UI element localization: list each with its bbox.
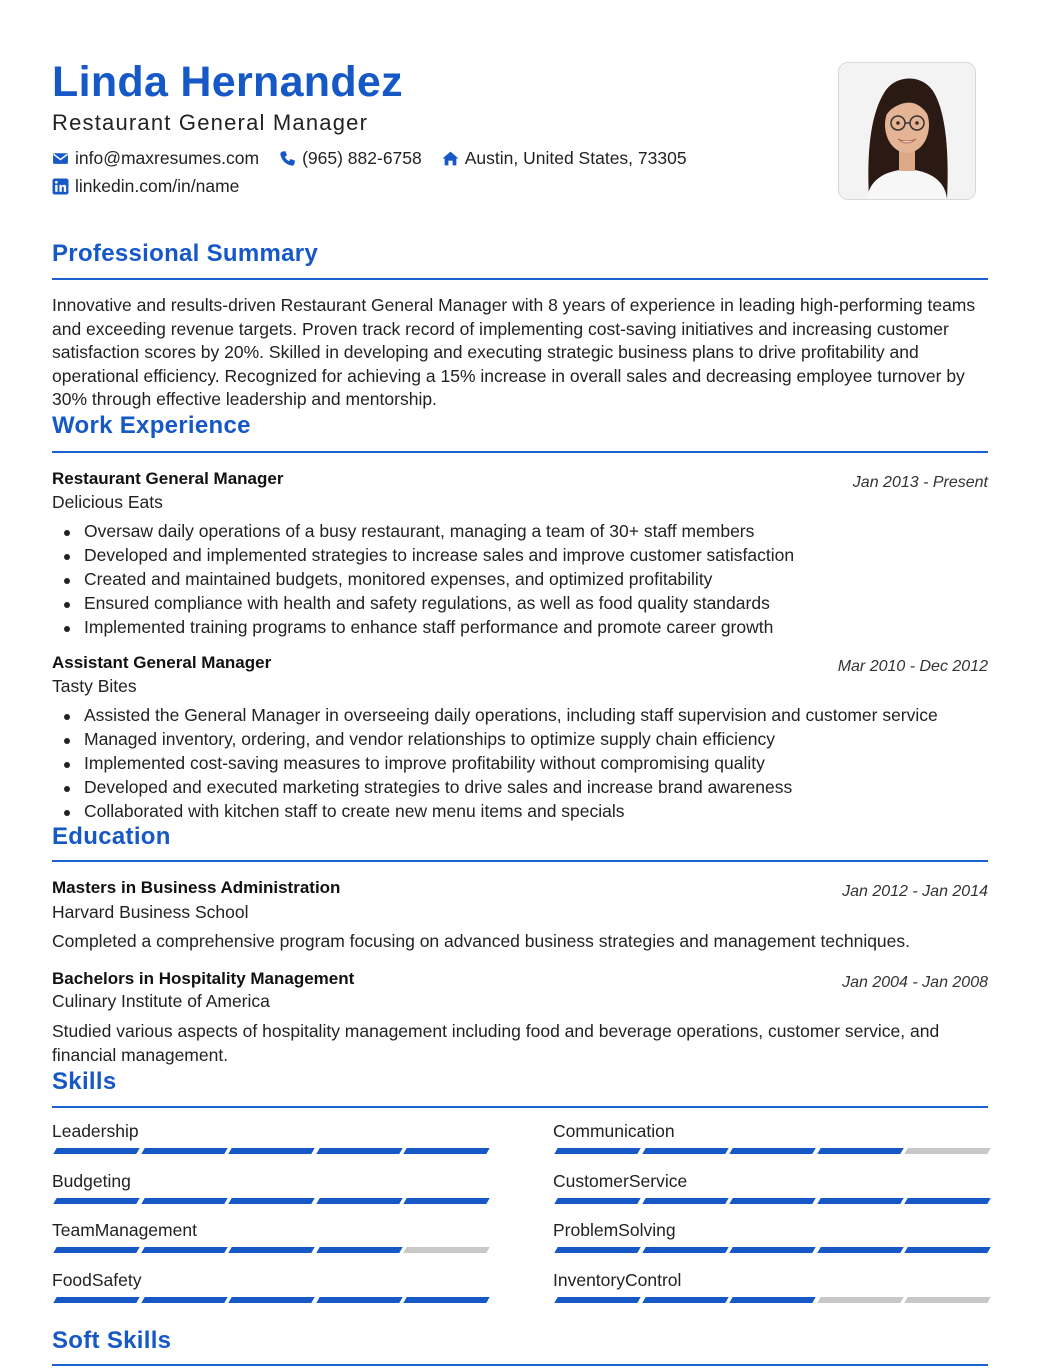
job-dates: Jan 2013 - Present (852, 474, 988, 491)
degree-dates: Jan 2012 - Jan 2014 (842, 883, 988, 900)
contact-phone[interactable] (279, 148, 422, 169)
linkedin-icon (52, 178, 69, 195)
job-bullet: Ensured compliance with health and safety regulations, as well as food quality standards (84, 592, 988, 616)
skill-label: InventoryControl (553, 1270, 682, 1290)
degree-title: Masters in Business Administration (52, 878, 341, 897)
skill-label: TeamManagement (52, 1220, 197, 1240)
job-company: Delicious Eats (52, 492, 163, 512)
contact-location (442, 148, 687, 169)
job-bullet: Managed inventory, ordering, and vendor relationships to optimize supply chain efficiency (84, 728, 988, 752)
education-heading: Education (52, 823, 171, 850)
phone-text: (965) 882-6758 (302, 148, 422, 168)
degree-description: Studied various aspects of hospitality management including food and beverage operations, customer service, and financial management. (52, 1021, 940, 1065)
skill-level-segment (228, 1148, 314, 1154)
job-bullet: Developed and executed marketing strategies to drive sales and increase brand awareness (84, 776, 988, 800)
candidate-name: Linda Hernandez (52, 58, 403, 106)
skill-level-segment (817, 1148, 903, 1154)
degree-description: Completed a comprehensive program focusing on advanced business strategies and management techniques. (52, 931, 911, 951)
skill-level-segment (554, 1297, 640, 1303)
skill-level-bar (556, 1247, 994, 1253)
contact-row-2 (52, 176, 259, 197)
soft-skills-heading: Soft Skills (52, 1327, 172, 1354)
skill-level-segment (316, 1247, 402, 1253)
contact-linkedin[interactable] (52, 176, 239, 197)
skill-level-segment (729, 1198, 815, 1204)
skill-level-segment (817, 1198, 903, 1204)
summary-text: Innovative and results-driven Restaurant General Manager with 8 years of experience in leading high-performing teams and exceeding revenue targets. Proven track record of implementing cost-saving initiatives and increasing customer satisfaction scores by 20%. Skilled in developing and executing strategic business plans to drive profitability and operational efficiency. Recognized for achieving a 15% increase in overall sales and decreasing employee turnover by 30% through effective leadership and mentorship. (52, 295, 976, 409)
skill-level-bar (55, 1297, 493, 1303)
skill-level-segment (817, 1297, 903, 1303)
job-dates: Mar 2010 - Dec 2012 (837, 658, 988, 675)
summary-divider (52, 278, 988, 280)
envelope-icon (52, 150, 69, 167)
skill-label: FoodSafety (52, 1270, 142, 1290)
skill-level-segment (904, 1198, 990, 1204)
job-bullets (52, 704, 988, 824)
skill-level-segment (316, 1148, 402, 1154)
skills-divider (52, 1106, 988, 1108)
home-icon (442, 150, 459, 167)
skill-level-segment (642, 1247, 728, 1253)
skill-level-segment (141, 1148, 227, 1154)
experience-divider (52, 451, 988, 453)
skill-level-segment (316, 1297, 402, 1303)
skill-level-segment (141, 1297, 227, 1303)
skill-level-segment (904, 1247, 990, 1253)
job-company: Tasty Bites (52, 676, 137, 696)
skill-level-bar (55, 1247, 493, 1253)
job-title: Restaurant General Manager (52, 469, 284, 488)
school-name: Culinary Institute of America (52, 991, 270, 1011)
job-bullet: Assisted the General Manager in overseeing daily operations, including staff supervision and customer service (84, 704, 988, 728)
job-title: Assistant General Manager (52, 653, 272, 672)
skill-label: Leadership (52, 1121, 139, 1141)
job-bullet: Developed and implemented strategies to increase sales and improve customer satisfaction (84, 544, 988, 568)
skill-level-segment (403, 1297, 489, 1303)
skill-level-bar (556, 1297, 994, 1303)
skill-level-segment (316, 1198, 402, 1204)
skill-level-segment (53, 1148, 139, 1154)
location-text: Austin, United States, 73305 (464, 148, 687, 168)
skills-heading: Skills (52, 1068, 117, 1095)
job-bullet: Implemented cost-saving measures to improve profitability without compromising quality (84, 752, 988, 776)
skill-level-segment (228, 1198, 314, 1204)
skill-label: Communication (553, 1121, 675, 1141)
contact-email[interactable] (52, 148, 259, 169)
soft-skills-divider (52, 1364, 988, 1366)
skill-level-segment (403, 1198, 489, 1204)
skill-level-segment (228, 1297, 314, 1303)
experience-heading: Work Experience (52, 412, 251, 439)
job-bullet: Oversaw daily operations of a busy restaurant, managing a team of 30+ staff members (84, 520, 988, 544)
skill-level-segment (817, 1247, 903, 1253)
job-bullets (52, 520, 988, 640)
skill-level-segment (53, 1198, 139, 1204)
skill-label: Budgeting (52, 1171, 131, 1191)
profile-photo (838, 62, 976, 200)
candidate-title: Restaurant General Manager (52, 110, 369, 135)
email-text: info@maxresumes.com (75, 148, 260, 168)
skill-level-segment (141, 1247, 227, 1253)
skill-level-segment (729, 1247, 815, 1253)
skill-level-segment (642, 1148, 728, 1154)
skill-level-segment (403, 1247, 489, 1253)
skill-level-segment (729, 1148, 815, 1154)
skill-level-segment (642, 1297, 728, 1303)
skill-level-segment (642, 1198, 728, 1204)
skill-level-segment (554, 1247, 640, 1253)
skill-level-bar (55, 1198, 493, 1204)
skill-label: ProblemSolving (553, 1220, 676, 1240)
summary-heading: Professional Summary (52, 240, 319, 267)
skill-level-segment (729, 1297, 815, 1303)
phone-icon (279, 150, 296, 167)
skill-level-bar (55, 1148, 493, 1154)
degree-title: Bachelors in Hospitality Management (52, 969, 355, 988)
skill-level-segment (904, 1297, 990, 1303)
education-divider (52, 860, 988, 862)
skill-level-segment (228, 1247, 314, 1253)
skill-label: CustomerService (553, 1171, 688, 1191)
skill-level-segment (403, 1148, 489, 1154)
skill-level-segment (53, 1247, 139, 1253)
contact-row-1 (52, 148, 707, 169)
skill-level-segment (53, 1297, 139, 1303)
skill-level-bar (556, 1148, 994, 1154)
skill-level-segment (141, 1198, 227, 1204)
skill-level-bar (556, 1198, 994, 1204)
school-name: Harvard Business School (52, 902, 249, 922)
degree-dates: Jan 2004 - Jan 2008 (842, 974, 988, 991)
job-bullet: Collaborated with kitchen staff to create new menu items and specials (84, 800, 988, 824)
skill-level-segment (554, 1198, 640, 1204)
job-bullet: Created and maintained budgets, monitored expenses, and optimized profitability (84, 568, 988, 592)
skill-level-segment (554, 1148, 640, 1154)
linkedin-text: linkedin.com/in/name (75, 176, 240, 196)
job-bullet: Implemented training programs to enhance staff performance and promote career growth (84, 616, 988, 640)
skill-level-segment (904, 1148, 990, 1154)
